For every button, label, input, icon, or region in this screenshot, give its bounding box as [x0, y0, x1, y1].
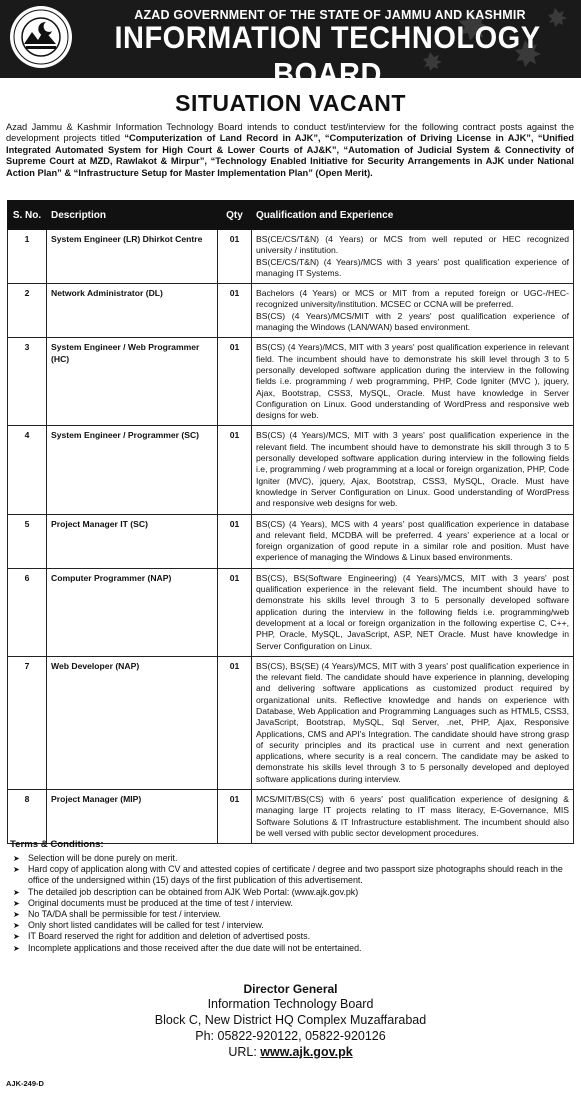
posts-table	[7, 200, 574, 844]
term-text: Original documents must be produced at the time of test / interview.	[28, 897, 293, 908]
intro-paragraph	[6, 122, 574, 179]
row-sno: 7	[8, 656, 47, 789]
table-row	[8, 790, 574, 844]
term-text: The detailed job description can be obtained from AJK Web Portal: (www.ajk.gov.pk)	[28, 886, 359, 897]
row-qty: 01	[218, 514, 252, 568]
arrow-bullet-icon: ➤	[13, 910, 20, 920]
row-qty: 01	[218, 230, 252, 284]
header-qualification: Qualification and Experience	[252, 201, 574, 230]
header-sno: S. No.	[8, 201, 47, 230]
ajk-emblem-logo	[8, 4, 74, 70]
table-row	[8, 284, 574, 338]
row-sno: 2	[8, 284, 47, 338]
row-sno: 3	[8, 338, 47, 426]
arrow-bullet-icon: ➤	[13, 943, 20, 953]
term-item	[13, 920, 570, 931]
terms-heading: Terms & Conditions:	[10, 839, 104, 850]
row-qualification	[252, 426, 574, 514]
qualification-text: BS(CS) (4 Years)/MCS, MIT with 3 years' post qualification experience in the relevant field. The incumbent should have to demonstrate his skill through 3 to 5 personally developed software application during interview in the following fields i.e, programming / web programming at a local or foreign organization, PHP, Code Igniter (MVC), jquery, Ajax, Bootstrap, CSS3, MySQL, Oracle. Must have knowledge in Server Configuration on Linux. Good understanding of WordPress and responsive web designs for web.	[256, 430, 569, 509]
row-description: Network Administrator (DL)	[47, 284, 218, 338]
term-text: Hard copy of application along with CV and attested copies of certificate / degree and two passport size photographs should reach in the office of the undersigned within (15) days of the first publication of this advertisement.	[28, 864, 563, 886]
contact-block	[0, 982, 581, 1060]
arrow-bullet-icon: ➤	[13, 865, 20, 875]
contact-phone: Ph: 05822-920122, 05822-920126	[195, 1029, 386, 1043]
qualification-text: BS(CS) (4 Years)/MCS/MIT with 2 years' post qualification experience of managing the Windows (LAN/WAN) based environment.	[256, 310, 569, 333]
qualification-text: Bachelors (4 Years) or MCS or MIT from a reputed foreign or UGC-/HEC-recognized university/institution. MCSEC or CCNA will be preferred.	[256, 288, 569, 310]
row-sno: 6	[8, 568, 47, 656]
term-item	[13, 864, 570, 886]
row-qualification	[252, 568, 574, 656]
row-sno: 4	[8, 426, 47, 514]
row-qty: 01	[218, 426, 252, 514]
row-description: Project Manager IT (SC)	[47, 514, 218, 568]
term-item	[13, 853, 570, 864]
url-label: URL:	[228, 1045, 261, 1059]
ad-reference-code: AJK-249-D	[6, 1079, 44, 1088]
row-qty: 01	[218, 790, 252, 844]
row-qty: 01	[218, 656, 252, 789]
row-sno: 1	[8, 230, 47, 284]
term-text: Incomplete applications and those received after the due date will not be entertained.	[28, 942, 362, 953]
row-qty: 01	[218, 284, 252, 338]
page-title: SITUATION VACANT	[175, 90, 406, 116]
row-description: System Engineer / Programmer (SC)	[47, 426, 218, 514]
terms-list	[10, 853, 570, 954]
row-description: Web Developer (NAP)	[47, 656, 218, 789]
arrow-bullet-icon: ➤	[13, 932, 20, 942]
header-description: Description	[47, 201, 218, 230]
qualification-text: BS(CS) (4 Years), MCS with 4 years' post qualification experience in database and relevant field, MCDBA will be preferred. 4 years' experience at a local or foreign organization of good repute in a similar role and position. Must have experience of managing the Windows & Linux based environments.	[256, 518, 569, 563]
term-text: No TA/DA shall be permissible for test / interview.	[28, 909, 222, 920]
row-qualification	[252, 790, 574, 844]
government-line: AZAD GOVERNMENT OF THE STATE OF JAMMU AND KASHMIR	[134, 8, 526, 22]
header-banner	[0, 0, 581, 93]
table-row	[8, 568, 574, 656]
table-row	[8, 656, 574, 789]
row-qty: 01	[218, 338, 252, 426]
row-sno: 5	[8, 514, 47, 568]
row-description: System Engineer (LR) Dhirkot Centre	[47, 230, 218, 284]
contact-title: Director General	[243, 982, 338, 996]
term-text: IT Board reserved the right for addition and deletion of advertised posts.	[28, 931, 311, 942]
row-qty: 01	[218, 568, 252, 656]
terms-section	[10, 839, 570, 954]
row-qualification	[252, 656, 574, 789]
contact-org: Information Technology Board	[207, 997, 374, 1011]
arrow-bullet-icon: ➤	[13, 898, 20, 908]
row-qualification	[252, 284, 574, 338]
arrow-bullet-icon: ➤	[13, 921, 20, 931]
table-row	[8, 230, 574, 284]
row-description: Computer Programmer (NAP)	[47, 568, 218, 656]
term-item	[13, 886, 570, 898]
header-qty: Qty	[218, 201, 252, 230]
table-row	[8, 426, 574, 514]
contact-address: Block C, New District HQ Complex Muzaffarabad	[154, 1013, 427, 1027]
term-text: Selection will be done purely on merit.	[28, 853, 178, 863]
website-link[interactable]: www.ajk.gov.pk	[260, 1045, 353, 1059]
row-description: System Engineer / Web Programmer (HC)	[47, 338, 218, 426]
contact-url-line	[0, 1044, 581, 1060]
term-item	[13, 897, 570, 909]
term-item	[13, 942, 570, 954]
term-item	[13, 909, 570, 920]
table-row	[8, 514, 574, 568]
qualification-text: BS(CS), BS(SE) (4 Years)/MCS, MIT with 3 years' post qualification experience in the relevant field. The candidate should have experience in planning, developing and delivering software applications as customized product required by organizational units. Reflective knowledge and hands on experience with Database, Web Application and Programming Languages such as HTML5, CSS3, JavaScript, Bootstrap, MySQL, Sql Server, .net, PHP, Ajax, Responsive Applications, CMS and API's Integration. The candidate should have strong grasp of security principles and its practical use in current and next generation applications, where security is a real concern. The candidate may be asked to demonstrate his skills level through 3 to 5 personally developed and deployed software applications during interview.	[256, 660, 569, 784]
table-row	[8, 338, 574, 426]
intro-lead: Azad Jammu & Kashmir Information Technology Board intends to conduct test/interview for the following contract posts against the development projects titled	[6, 122, 574, 144]
arrow-bullet-icon: ➤	[13, 887, 20, 897]
intro-projects: “Computerization of Land Record in AJK”, “Computerization of Driving License in AJK”, “Unified Integrated Automated System for High Court & Lower Courts of AJ&K”, “Automation of Judicial System & Connectivity of Supreme Court at MZD, Rawlakot & Mirpur”, “Technology Enabled Initiative for Security Arrangements in AJK under National Action Plan” & “Infrastructure Setup for Master Implementation Plan” (Open Merit).	[6, 133, 574, 178]
row-sno: 8	[8, 790, 47, 844]
term-text: Only short listed candidates will be called for test / interview.	[28, 920, 264, 931]
qualification-text: BS(CS) (4 Years)/MCS, MIT with 3 years' post qualification experience in relevant field. The incumbent should have to demonstrate his skill level through 3 to 5 personally developed software application during the interview in the following fields i.e. programming / web programming, PHP, Code Igniter (MVC ), jquery, Ajax, Bootstrap, CSS3, MySQL, Oracle. Must have knowledge in Server Configuration on Linux. Good understanding of WordPress and responsive web designs for web.	[256, 342, 569, 421]
arrow-bullet-icon: ➤	[13, 854, 20, 863]
term-item	[13, 931, 570, 942]
board-title: INFORMATION TECHNOLOGY BOARD	[114, 20, 541, 93]
qualification-text: MCS/MIT/BS(CS) with 6 years' post qualification experience of designing & managing large IT projects relating to IT mass literacy, E-Governance, MIS Software Solutions & IT Infrastructure establishment. The incumbent should also be well versed with public sector development procedures.	[256, 794, 569, 838]
row-description: Project Manager (MIP)	[47, 790, 218, 844]
qualification-text: BS(CS), BS(Software Engineering) (4 Years)/MCS, MIT with 3 years' post qualification experience in the relevant field. The incumbent should have to demonstrate his skills level through 3 to 5 personally developed software application during the interview in the following fields i.e. programming/web development at a local or foreign organization in the following expertise C, C++, PHP, Oracle, MySQL, JavaScript, ASP, NET Oracle. Must have knowledge in Server Configuration on Linux.	[256, 572, 569, 651]
qualification-text: BS(CE/CS/T&N) (4 Years)/MCS with 3 years' post qualification experience of managing IT Systems.	[256, 256, 569, 278]
row-qualification	[252, 514, 574, 568]
row-qualification	[252, 230, 574, 284]
row-qualification	[252, 338, 574, 426]
table-header-row	[8, 201, 574, 230]
qualification-text: BS(CE/CS/T&N) (4 Years) or MCS from well reputed or HEC recognized university / institution.	[256, 234, 569, 256]
